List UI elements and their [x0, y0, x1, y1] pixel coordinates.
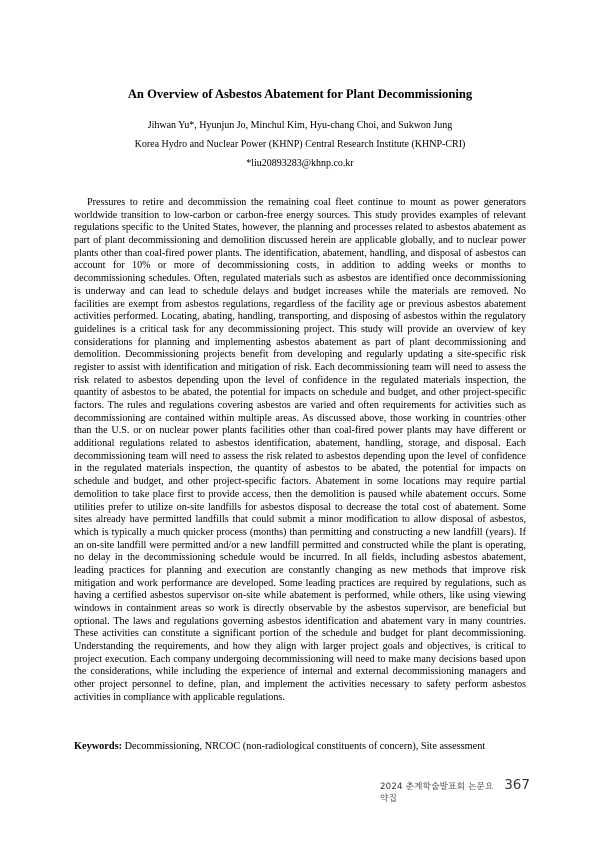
keywords-label: Keywords: — [74, 741, 123, 752]
author-list: Jihwan Yu*, Hyunjun Jo, Minchul Kim, Hyu-chang Choi, and Sukwon Jung — [147, 120, 453, 131]
abstract-body: Pressures to retire and decommission the remaining coal fleet continue to mount as power generators worldwide transition to low-carbon or carbon-free energy sources. This study provides examples of relevant regulations specific to the United States, however, the planning and processes related to asbestos abatement as part of plant decommissioning and demolition discussed herein are applicable globally, and to nuclear power plants other than coal-fired power plants. The identification, abatement, handling, and disposal of asbestos can account for 10% or more of decommissioning costs, in addition to adding weeks or months to decommissioning schedules. Often, regulated materials such as asbestos are identified once decommissioning is underway and can lead to schedule delays and budget increases while the materials are removed. No facilities are exempt from asbestos regulations, regardless of the facility age or previous asbestos abatement activities performed. Locating, abating, handling, transporting, and disposing of asbestos within the regulatory guidelines is a critical task for any decommissioning project. This study will provide an overview of key considerations for planning and implementing asbestos abatement as part of plant decommissioning and demolition. Decommissioning projects benefit from developing and regularly updating a site-specific risk register to assist with identification and mitigation of risk. Each decommissioning team will need to assess the risk related to asbestos depending upon the level of confidence in the regulated materials inspection, the quantity of asbestos to be abated, the potential for impacts on schedule and budget, and other project-specific factors. The rules and regulations covering asbestos are varied and often requirements for activities such as decommissioning are contained within multiple areas. As discussed above, those working in countries other than the U.S. or on nuclear power plants facilities other than coal-fired power plants may have different or additional regulations related to asbestos identification, abatement, handling, storage, and disposal. Each decommissioning team will need to assess the risk related to asbestos depending upon the level of confidence in the regulated materials inspection, the quantity of asbestos to be abated, the potential for impacts on schedule and budget, and other project-specific factors. Abatement in some locations may require partial demolition to take place first to provide access, then the demolition is paused while abatement occurs. Some utilities prefer to utilize on-site landfills for asbestos disposal to decrease the total cost of abatement. Some sites already have permitted landfills that could submit a minor modification to allow disposal of asbestos, which is typically a much quicker process (months) than permitting and constructing a new landfill (years). If an on-site landfill were permitted and/or a new landfill permitted and constructed while the plant is operating, no delay in the decommissioning schedule would be incurred. In all fields, including asbestos abatement, leading practices for planning and execution are constantly changing as new methods that improve risk mitigation and work performance are developed. Some leading practices are required by regulations, such as having a certified asbestos supervisor on-site while abatement is performed, while others, like using viewing windows in containment areas so work is directly observable by the asbestos supervisor, are beneficial but optional. The laws and regulations governing asbestos identification and abatement vary in many countries. These activities can constitute a significant portion of the schedule and budget for plant decommissioning. Understanding the requirements, and how they align with larger project goals and objectives, is critical to project execution. Each company undergoing decommissioning will need to make many decisions based upon the considerations, while including the experience of internal and external decommissioning managers and other project personnel to define, plan, and implement the activities necessary to safety perform asbestos activities in compliance with applicable regulations. — [74, 197, 526, 703]
affiliation: Korea Hydro and Nuclear Power (KHNP) Central Research Institute (KHNP-CRI) — [134, 139, 466, 150]
page-number: 367 — [504, 777, 530, 793]
keywords-text: Decommissioning, NRCOC (non-radiological constituents of concern), Site assessment — [124, 741, 486, 752]
corresponding-email: *liu20893283@khnp.co.kr — [246, 158, 354, 169]
keywords-line — [74, 741, 534, 752]
page-footer — [380, 777, 530, 804]
paper-title: An Overview of Asbestos Abatement for Plant Decommissioning — [127, 87, 473, 101]
conference-name: 2024 춘계학술발표회 논문요약집 — [380, 782, 494, 804]
